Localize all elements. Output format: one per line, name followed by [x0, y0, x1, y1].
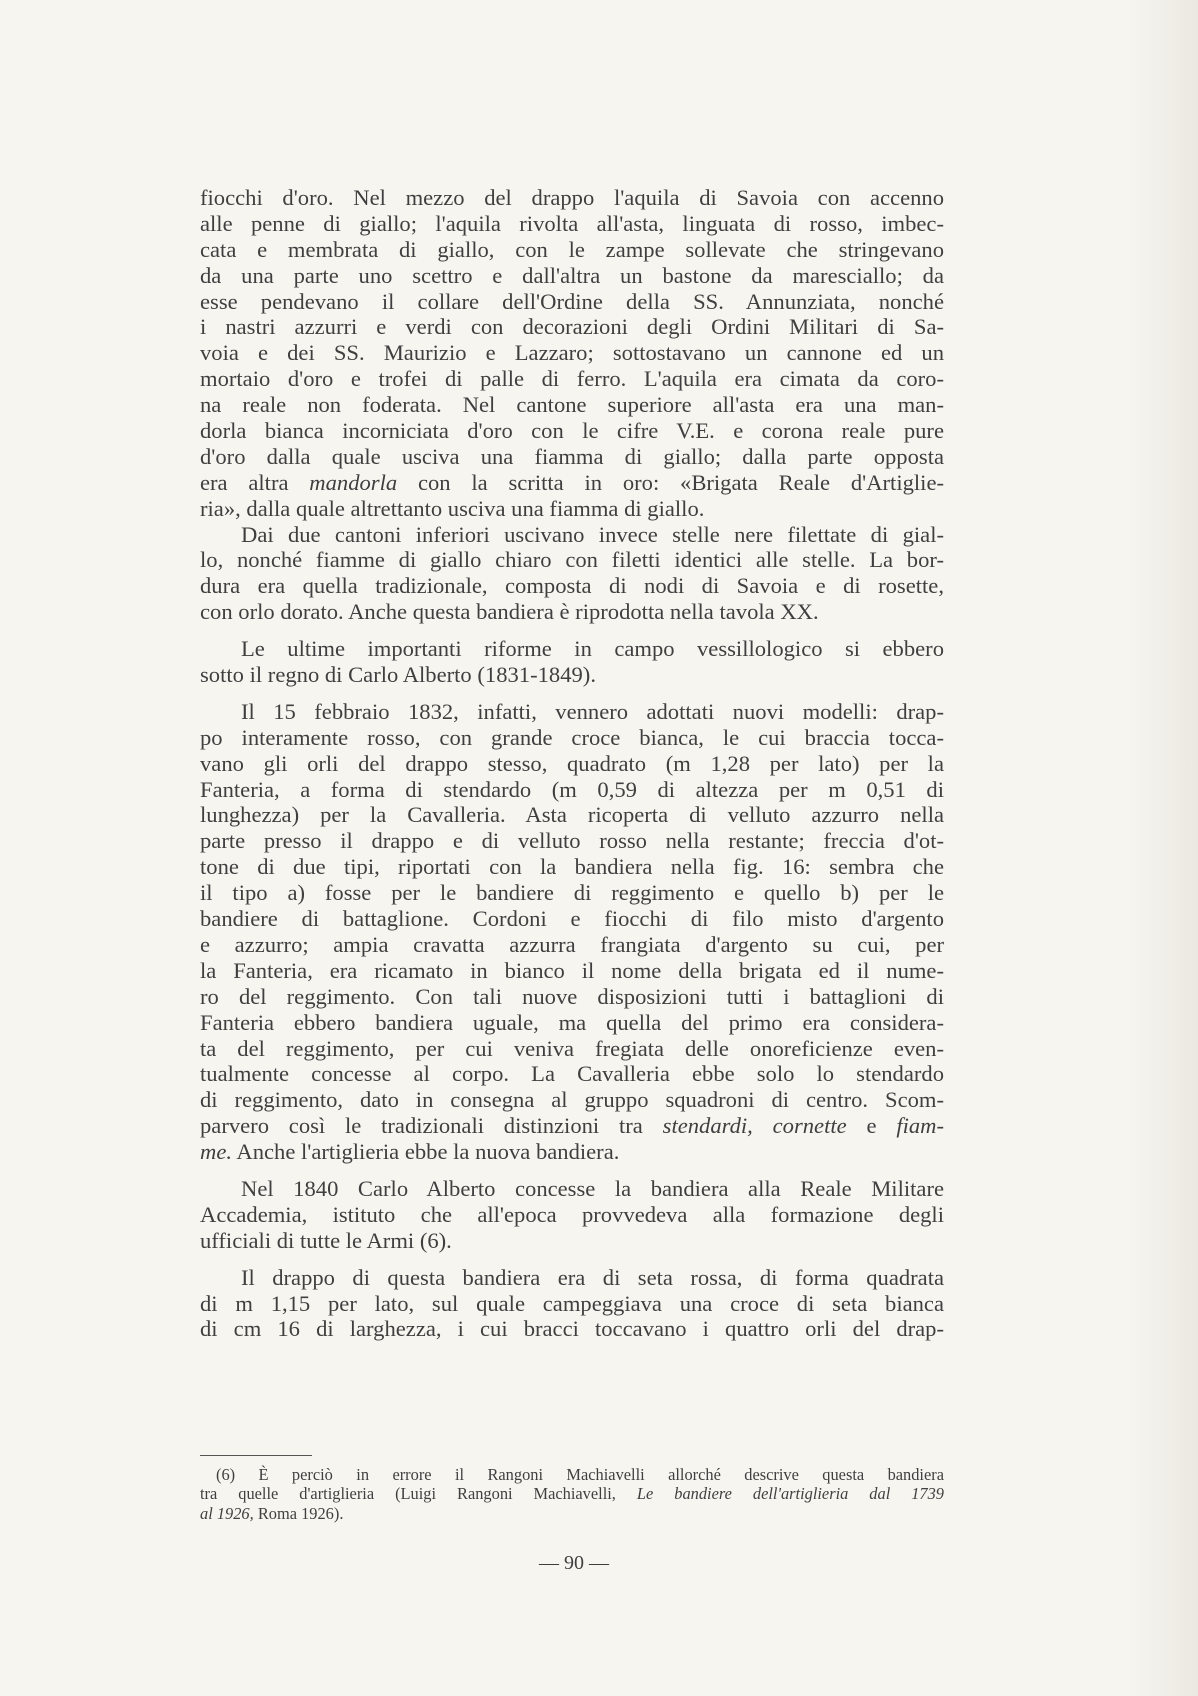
text-run: Anche l'artiglieria ebbe la nuova bandiera.	[232, 1139, 620, 1165]
footnote	[200, 1465, 944, 1523]
text-line: mortaio d'oro e trofei di palle di ferro. L'aquila era cimata da coro-	[200, 366, 944, 392]
text-line: dura era quella tradizionale, composta di nodi di Savoia e di rosette,	[200, 573, 944, 599]
paragraph-gap	[200, 688, 944, 699]
text-line: tualmente concesse al corpo. La Cavalleria ebbe solo lo stendardo	[200, 1061, 944, 1087]
text-line: esse pendevano il collare dell'Ordine della SS. Annunziata, nonché	[200, 288, 944, 314]
text-line: il tipo a) fosse per le bandiere di reggimento e quello b) per le	[200, 880, 944, 906]
text-line: dorla bianca incorniciata d'oro con le cifre V.E. e corona reale pure	[200, 418, 944, 444]
text-run: con la scritta in oro: «Brigata Reale d'Artiglie-	[397, 469, 944, 495]
text-line: Nel 1840 Carlo Alberto concesse la bandiera alla Reale Militare	[241, 1175, 944, 1201]
text-line: voia e dei SS. Maurizio e Lazzaro; sottostavano un cannone ed un	[200, 340, 944, 366]
text-run: Roma 1926).	[253, 1503, 344, 1523]
text-line: Dai due cantoni inferiori uscivano invece stelle nere filettate di gial-	[241, 521, 944, 547]
text-line: tone di due tipi, riportati con la bandiera nella fig. 16: sembra che	[200, 854, 944, 880]
paragraph-gap	[200, 1254, 944, 1265]
text-line: parte presso il drappo e di velluto rosso nella restante; freccia d'ot-	[200, 828, 944, 854]
text-line: la Fanteria, era ricamato in bianco il nome della brigata ed il nume-	[200, 957, 944, 983]
footnote-line	[200, 1484, 944, 1503]
text-line: da una parte uno scettro e dall'altra un bastone da maresciallo; da	[200, 262, 944, 288]
page-number: — 90 —	[539, 1552, 609, 1574]
text-run: e	[846, 1113, 897, 1139]
text-line: ria», dalla quale altrettanto usciva una fiamma di giallo.	[200, 495, 705, 521]
footnote-rule	[200, 1455, 312, 1456]
text-line: e azzurro; ampia cravatta azzurra frangiata d'argento su cui, per	[200, 931, 944, 957]
text-line: ta del reggimento, per cui veniva fregiata delle onoreficienze even-	[200, 1035, 944, 1061]
text-line: fiocchi d'oro. Nel mezzo del drappo l'aquila di Savoia con accenno	[200, 185, 944, 210]
paragraph-3	[200, 636, 944, 688]
text-line	[200, 470, 944, 496]
paragraph-1	[200, 185, 944, 522]
text-run: parvero così le tradizionali distinzioni tra	[200, 1113, 663, 1139]
text-line: po interamente rosso, con grande croce bianca, le cui braccia tocca-	[200, 724, 944, 750]
italic-title: Le bandiere dell'artiglieria dal 1739	[636, 1484, 944, 1504]
text-line: ro del reggimento. Con tali nuove disposizioni tutti i battaglioni di	[200, 983, 944, 1009]
text-line: vano gli orli del drappo stesso, quadrato (m 1,28 per lato) per la	[200, 750, 944, 776]
italic-title: al 1926,	[200, 1503, 254, 1523]
text-line: d'oro dalla quale usciva una fiamma di giallo; dalla parte opposta	[200, 443, 944, 469]
paragraph-5	[200, 1176, 944, 1254]
text-line: cata e membrata di giallo, con le zampe sollevate che stringevano	[200, 236, 944, 262]
footnote-line	[200, 1504, 944, 1523]
text-run: era altra	[200, 469, 310, 495]
text-line: i nastri azzurri e verdi con decorazioni degli Ordini Militari di Sa-	[200, 314, 944, 340]
scan-shadow-edge	[1128, 0, 1198, 1696]
paragraph-4	[200, 699, 944, 1165]
text-line: Le ultime importanti riforme in campo vessillologico si ebbero	[241, 636, 944, 662]
text-line: Fanteria ebbero bandiera uguale, ma quella del primo era considera-	[200, 1009, 944, 1035]
italic-term: stendardi, cornette	[662, 1113, 847, 1139]
text-line: di m 1,15 per lato, sul quale campeggiava una croce di seta bianca	[200, 1290, 944, 1316]
text-line: ufficiali di tutte le Armi (6).	[200, 1227, 452, 1253]
paragraph-gap	[200, 625, 944, 636]
paragraph-gap	[200, 1165, 944, 1176]
text-line: bandiere di battaglione. Cordoni e fiocchi di filo misto d'argento	[200, 906, 944, 932]
text-line	[200, 1139, 944, 1165]
text-line: di reggimento, dato in consegna al gruppo squadroni di centro. Scom-	[200, 1087, 944, 1113]
text-line: alle penne di giallo; l'aquila rivolta all'asta, linguata di rosso, imbec-	[200, 210, 944, 236]
italic-term: fiam-	[896, 1113, 945, 1139]
text-line: Accademia, istituto che all'epoca provvedeva alla formazione degli	[200, 1201, 944, 1227]
text-line: lunghezza) per la Cavalleria. Asta ricoperta di velluto azzurro nella	[200, 802, 944, 828]
paragraph-6	[200, 1265, 944, 1343]
text-line: Il 15 febbraio 1832, infatti, vennero adottati nuovi modelli: drap-	[241, 698, 944, 724]
italic-term: mandorla	[309, 469, 398, 495]
text-line: di cm 16 di larghezza, i cui bracci toccavano i quattro orli del drap-	[200, 1316, 944, 1342]
text-line	[200, 1113, 944, 1139]
text-run: tra quelle d'artiglieria (Luigi Rangoni Machiavelli,	[200, 1484, 637, 1504]
text-line: Fanteria, a forma di stendardo (m 0,59 di altezza per m 0,51 di	[200, 776, 944, 802]
paragraph-2	[200, 522, 944, 626]
text-line: Il drappo di questa bandiera era di seta rossa, di forma quadrata	[241, 1264, 944, 1290]
text-line: na reale non foderata. Nel cantone superiore all'asta era una man-	[200, 392, 944, 418]
italic-term: me.	[200, 1139, 232, 1165]
text-line: sotto il regno di Carlo Alberto (1831-1849).	[200, 662, 596, 688]
footnote-line: (6) È perciò in errore il Rangoni Machiavelli allorché descrive questa bandiera	[216, 1465, 944, 1484]
text-line: lo, nonché fiamme di giallo chiaro con filetti identici alle stelle. La bor-	[200, 547, 944, 573]
body-text	[200, 185, 944, 1342]
text-line: con orlo dorato. Anche questa bandiera è riprodotta nella tavola XX.	[200, 599, 819, 625]
